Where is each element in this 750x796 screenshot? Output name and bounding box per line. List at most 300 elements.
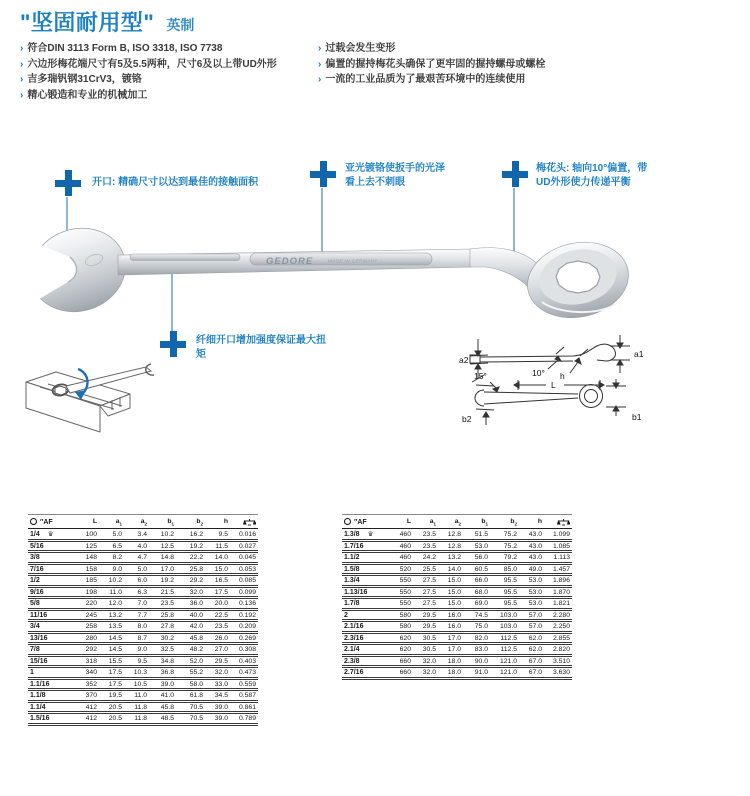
table-row: [28, 552, 258, 564]
value-cell: 4.7: [137, 554, 147, 561]
size-cell: 5/16: [30, 542, 44, 550]
value-cell: 27.8: [160, 623, 174, 630]
value-cell: 67.0: [528, 669, 542, 676]
value-cell: 2.250: [552, 623, 570, 630]
value-cell: 1.113: [553, 554, 570, 561]
size-cell: 1/4 ♛: [30, 531, 54, 538]
value-cell: 75.0: [474, 623, 488, 630]
value-cell: 1.085: [552, 542, 570, 550]
ring-icon: [344, 518, 351, 525]
crown-icon: ♛: [367, 531, 374, 538]
size-cell: 7/16: [30, 565, 44, 573]
value-cell: 14.0: [214, 554, 228, 561]
table-header-row: [28, 515, 258, 529]
table-row: [342, 632, 572, 644]
size-cell: 1.7/8: [344, 600, 360, 607]
plus-marker-icon: [502, 161, 528, 187]
value-cell: 2.280: [552, 611, 570, 619]
value-cell: 100: [85, 530, 97, 538]
value-cell: 43.0: [528, 530, 542, 538]
wrench-photo: [26, 224, 644, 320]
value-cell: 112.5: [500, 634, 517, 642]
value-cell: 75.2: [503, 542, 517, 550]
value-cell: 0.789: [238, 715, 256, 722]
feature-list-left: [20, 41, 312, 103]
page-subtitle: 英制: [166, 17, 195, 33]
value-cell: 91.0: [474, 669, 488, 676]
value-cell: 32.0: [422, 657, 436, 665]
ring-12point-hole: [556, 261, 600, 293]
value-cell: 8.0: [137, 623, 147, 630]
value-cell: 75.2: [503, 530, 517, 538]
value-cell: 95.5: [503, 600, 517, 607]
label-a1: a1: [634, 349, 644, 359]
size-cell: 3/8: [30, 554, 40, 561]
size-cell: 15/16: [30, 657, 48, 665]
value-cell: 198: [85, 588, 97, 596]
col-L: L: [406, 517, 411, 525]
feature-list-right: [318, 41, 748, 88]
value-cell: 550: [399, 600, 411, 607]
value-cell: 148: [85, 554, 97, 561]
value-cell: 16.0: [447, 611, 461, 619]
value-cell: 15.0: [447, 600, 461, 607]
value-cell: 39.0: [214, 703, 228, 711]
feature-text: 六边形梅花端尺寸有5及5.5两种，尺寸6及以上带UD外形: [27, 58, 277, 70]
value-cell: 121.0: [499, 669, 517, 676]
table-row: [342, 586, 572, 598]
value-cell: 16.2: [189, 530, 203, 538]
size-cell: 2: [344, 611, 348, 619]
value-cell: 158: [85, 565, 97, 573]
value-cell: 20.5: [108, 715, 122, 722]
value-cell: 34.8: [160, 657, 174, 665]
value-cell: 3.630: [552, 669, 570, 676]
value-cell: 27.5: [422, 600, 436, 607]
size-cell: 3/4: [30, 623, 40, 630]
value-cell: 53.0: [474, 542, 488, 550]
value-cell: 74.5: [474, 611, 488, 619]
spec-table-right: [342, 514, 572, 680]
value-cell: 520: [399, 565, 411, 573]
size-cell: 1: [30, 669, 34, 676]
value-cell: 11.5: [215, 542, 228, 550]
value-cell: 70.5: [189, 703, 203, 711]
feature-item: [20, 57, 312, 73]
value-cell: 25.8: [189, 565, 203, 573]
value-cell: 23.5: [214, 623, 228, 630]
value-cell: 19.5: [108, 692, 122, 699]
value-cell: 9.5: [218, 530, 228, 538]
size-cell: 2.3/8: [344, 657, 360, 665]
table-row: [342, 644, 572, 656]
value-cell: 48.2: [189, 646, 203, 653]
value-cell: 43.0: [528, 554, 542, 561]
value-cell: 11.8: [134, 703, 147, 711]
value-cell: 23.5: [160, 600, 174, 607]
callout-matte-chrome: 亚光镀铬使扳手的光泽看上去不刺眼: [345, 163, 445, 188]
value-cell: 11.0: [134, 692, 147, 699]
value-cell: 58.0: [189, 680, 203, 688]
value-cell: 580: [399, 611, 411, 619]
value-cell: 4.0: [137, 542, 147, 550]
size-cell: 1.5/16: [30, 715, 50, 722]
value-cell: 27.5: [422, 577, 436, 584]
value-cell: 9.0: [137, 646, 147, 653]
value-cell: 5.0: [137, 565, 147, 573]
value-cell: 66.0: [474, 577, 488, 584]
value-cell: 460: [399, 542, 411, 550]
table-row: [342, 621, 572, 633]
label-h: h: [560, 371, 565, 381]
value-cell: 2.820: [552, 646, 570, 653]
value-cell: 20.5: [108, 703, 122, 711]
size-cell: 1.5/8: [344, 565, 360, 573]
col-h: h: [223, 517, 228, 525]
value-cell: 0.269: [238, 634, 256, 642]
value-cell: 51.5: [474, 530, 488, 538]
value-cell: 49.0: [528, 565, 542, 573]
size-cell: 1.1/4: [30, 703, 46, 711]
table-row: [28, 667, 258, 679]
value-cell: 14.5: [108, 634, 122, 642]
col-b2: $b_2$: [510, 517, 517, 526]
value-cell: 0.861: [238, 703, 256, 711]
value-cell: 53.0: [528, 600, 542, 607]
value-cell: 370: [85, 692, 97, 699]
table-row: [342, 552, 572, 564]
value-cell: 1.896: [552, 577, 570, 584]
table-header-row: [342, 515, 572, 529]
value-cell: 660: [399, 669, 411, 676]
value-cell: 9.0: [112, 565, 122, 573]
brand-engraving: GEDORE: [266, 256, 314, 267]
size-cell: 1.7/16: [344, 542, 364, 550]
value-cell: 13.2: [447, 554, 461, 561]
value-cell: 185: [85, 577, 97, 584]
value-cell: 0.192: [238, 611, 256, 619]
value-cell: 112.5: [500, 646, 517, 653]
value-cell: 0.099: [238, 588, 256, 596]
plus-marker-icon: [55, 170, 81, 196]
clamp-illustration: [12, 360, 162, 440]
value-cell: 85.0: [503, 565, 517, 573]
size-cell: 13/16: [30, 634, 48, 642]
value-cell: 19.2: [189, 542, 203, 550]
value-cell: 460: [399, 554, 411, 561]
col-L: L: [92, 517, 97, 525]
value-cell: 12.8: [447, 530, 461, 538]
spec-table-left: [28, 514, 258, 726]
value-cell: 53.0: [528, 577, 542, 584]
table-row: [342, 540, 572, 552]
plus-marker-icon: [310, 161, 336, 187]
value-cell: 3.510: [552, 657, 570, 665]
value-cell: 13.2: [108, 611, 122, 619]
feature-item: [20, 88, 312, 104]
value-cell: 412: [85, 715, 97, 722]
value-cell: 34.5: [214, 692, 228, 699]
crown-icon: ♛: [47, 531, 54, 538]
value-cell: 60.5: [474, 565, 488, 573]
af-header: ″AF: [28, 515, 74, 529]
ring-icon: [30, 518, 37, 525]
value-cell: 292: [85, 646, 97, 653]
label-L: L: [551, 380, 556, 390]
value-cell: 2.855: [552, 634, 570, 642]
table-row: [28, 529, 258, 541]
value-cell: 29.5: [422, 623, 436, 630]
bullet-arrow-icon: ›: [20, 58, 24, 70]
value-cell: 8.2: [112, 554, 122, 561]
value-cell: 83.0: [474, 646, 488, 653]
value-cell: 32.5: [160, 646, 174, 653]
value-cell: 21.5: [160, 588, 174, 596]
callout-slim-jaw: 纤细开口增加强度保证最大扭矩: [196, 335, 326, 360]
value-cell: 9.5: [137, 657, 147, 665]
value-cell: 29.5: [422, 611, 436, 619]
value-cell: 280: [85, 634, 97, 642]
value-cell: 25.8: [160, 611, 174, 619]
value-cell: 69.0: [474, 600, 488, 607]
value-cell: 220: [85, 600, 97, 607]
feature-text: 吉多瑞钒钢31CrV3，镀铬: [27, 74, 142, 85]
value-cell: 62.0: [528, 634, 542, 642]
value-cell: 5.0: [112, 530, 122, 538]
value-cell: 0.209: [238, 623, 256, 630]
table-row: [28, 690, 258, 702]
col-b2: $b_2$: [196, 517, 203, 526]
value-cell: 30.5: [422, 646, 436, 653]
value-cell: 62.0: [528, 646, 542, 653]
table-row: [28, 701, 258, 713]
table-row: [342, 529, 572, 541]
value-cell: 70.5: [189, 715, 203, 722]
feature-text: 精心锻造和专业的机械加工: [27, 89, 148, 101]
size-cell: 1.1/2: [344, 554, 360, 561]
value-cell: 15.0: [447, 577, 461, 584]
table-row: [28, 575, 258, 587]
value-cell: 90.0: [474, 657, 488, 665]
scale-icon: [243, 518, 256, 526]
value-cell: 10.3: [133, 669, 147, 676]
scale-icon: [557, 518, 570, 526]
value-cell: 1.099: [552, 530, 570, 538]
value-cell: 40.0: [189, 611, 203, 619]
value-cell: 29.5: [214, 657, 228, 665]
size-cell: 1.3/4: [344, 577, 360, 584]
value-cell: 12.5: [160, 542, 174, 550]
value-cell: 45.8: [189, 634, 203, 642]
af-header: ″AF: [342, 515, 388, 529]
value-cell: 56.0: [474, 554, 488, 561]
value-cell: 17.5: [108, 680, 122, 688]
value-cell: 45.8: [160, 703, 174, 711]
value-cell: 460: [399, 530, 411, 538]
table-row: [342, 563, 572, 575]
value-cell: 0.308: [238, 646, 256, 653]
col-a2: $a_2$: [454, 517, 461, 526]
label-b1: b1: [632, 412, 642, 422]
table-row: [28, 678, 258, 690]
value-cell: 620: [399, 646, 411, 653]
value-cell: 15.5: [108, 657, 122, 665]
feature-item: [20, 41, 312, 57]
size-cell: 2.3/16: [344, 634, 364, 642]
value-cell: 14.5: [108, 646, 122, 653]
value-cell: 79.2: [503, 554, 517, 561]
value-cell: 25.5: [422, 565, 436, 573]
value-cell: 550: [399, 577, 411, 584]
value-cell: 6.0: [137, 577, 147, 584]
table-row: [28, 563, 258, 575]
page-title: "坚固耐用型": [20, 10, 155, 35]
value-cell: 0.587: [238, 692, 256, 699]
table-row: [28, 713, 258, 725]
table-row: [342, 575, 572, 587]
value-cell: 14.0: [447, 565, 461, 573]
value-cell: 17.0: [160, 565, 174, 573]
value-cell: 95.5: [503, 588, 517, 596]
value-cell: 32.0: [189, 588, 203, 596]
feature-item: [318, 57, 748, 73]
value-cell: 20.0: [214, 600, 228, 607]
value-cell: 15.0: [214, 565, 228, 573]
feature-item: [20, 72, 312, 88]
value-cell: 3.4: [137, 530, 147, 538]
table-row: [342, 609, 572, 621]
value-cell: 17.5: [214, 588, 228, 596]
value-cell: 10.2: [160, 530, 174, 538]
table-row: [28, 632, 258, 644]
value-cell: 29.2: [189, 577, 203, 584]
dimension-diagram: [458, 330, 653, 432]
value-cell: 0.016: [238, 530, 256, 538]
value-cell: 0.045: [238, 554, 256, 561]
bullet-arrow-icon: ›: [20, 43, 24, 54]
feature-text: 偏置的握持梅花头确保了更牢固的握持螺母或螺栓: [325, 58, 546, 70]
value-cell: 1.457: [552, 565, 570, 573]
table-row: [28, 598, 258, 610]
col-b1: $b_1$: [167, 517, 174, 526]
value-cell: 16.0: [447, 623, 461, 630]
value-cell: 57.0: [528, 623, 542, 630]
value-cell: 11.0: [109, 588, 122, 596]
bullet-arrow-icon: ›: [20, 74, 24, 85]
value-cell: 1.821: [552, 600, 570, 607]
bullet-arrow-icon: ›: [318, 74, 322, 85]
feature-text: 过载会发生变形: [325, 43, 396, 54]
size-cell: 2.1/4: [344, 646, 360, 653]
value-cell: 0.559: [238, 680, 256, 688]
value-cell: 42.0: [189, 623, 203, 630]
value-cell: 61.8: [189, 692, 203, 699]
page-header: [20, 6, 194, 37]
size-cell: 9/16: [30, 588, 44, 596]
table-row: [28, 609, 258, 621]
table-row: [342, 598, 572, 610]
value-cell: 7.0: [137, 600, 147, 607]
bullet-arrow-icon: ›: [318, 43, 322, 54]
weight-header: [544, 515, 572, 529]
value-cell: 103.0: [499, 611, 517, 619]
size-cell: 5/8: [30, 600, 40, 607]
value-cell: 18.0: [447, 669, 461, 676]
size-cell: 2.1/16: [344, 623, 364, 630]
size-cell: 2.7/16: [344, 669, 364, 676]
value-cell: 27.0: [214, 646, 228, 653]
value-cell: 82.0: [474, 634, 488, 642]
table-row: [28, 540, 258, 552]
col-b1: $b_1$: [481, 517, 488, 526]
value-cell: 6.5: [112, 542, 122, 550]
value-cell: 258: [85, 623, 97, 630]
value-cell: 18.0: [447, 657, 461, 665]
value-cell: 95.5: [503, 577, 517, 584]
value-cell: 0.085: [238, 577, 256, 584]
feature-item: [318, 41, 748, 57]
value-cell: 412: [85, 703, 97, 711]
value-cell: 36.0: [189, 600, 203, 607]
value-cell: 16.5: [214, 577, 228, 584]
label-a2: a2: [459, 355, 469, 365]
size-cell: 1.13/16: [344, 588, 368, 596]
value-cell: 12.8: [447, 542, 461, 550]
value-cell: 0.403: [238, 657, 256, 665]
feature-item: [318, 72, 748, 88]
table-row: [342, 667, 572, 679]
label-10deg: 10°: [532, 368, 545, 378]
value-cell: 41.0: [160, 692, 174, 699]
table-row: [28, 586, 258, 598]
value-cell: 13.5: [108, 623, 122, 630]
value-cell: 19.2: [160, 577, 174, 584]
value-cell: 22.2: [189, 554, 203, 561]
feature-text: 符合DIN 3113 Form B, ISO 3318, ISO 7738: [27, 43, 223, 54]
bullet-arrow-icon: ›: [318, 58, 322, 70]
value-cell: 0.136: [238, 600, 256, 607]
value-cell: 23.5: [422, 542, 436, 550]
value-cell: 67.0: [528, 657, 542, 665]
value-cell: 318: [85, 657, 97, 665]
value-cell: 10.5: [133, 680, 147, 688]
value-cell: 32.0: [214, 669, 228, 676]
value-cell: 7.7: [137, 611, 147, 619]
value-cell: 30.5: [422, 634, 436, 642]
value-cell: 11.8: [134, 715, 147, 722]
value-cell: 39.0: [160, 680, 174, 688]
size-cell: 1.1/8: [30, 692, 46, 699]
value-cell: 14.8: [160, 554, 174, 561]
size-cell: 1.1/16: [30, 680, 50, 688]
value-cell: 23.5: [422, 530, 436, 538]
value-cell: 17.0: [447, 646, 461, 653]
plus-marker-icon: [160, 331, 186, 357]
feature-text: 一流的工业品质为了最艰苦环境中的连续使用: [325, 74, 526, 85]
value-cell: 17.5: [108, 669, 122, 676]
col-a2: $a_2$: [140, 517, 147, 526]
table-row: [28, 655, 258, 667]
value-cell: 125: [85, 542, 97, 550]
value-cell: 52.0: [189, 657, 203, 665]
table-row: [342, 655, 572, 667]
value-cell: 55.2: [189, 669, 203, 676]
table-row: [28, 621, 258, 633]
value-cell: 10.2: [108, 577, 122, 584]
value-cell: 0.473: [238, 669, 256, 676]
size-cell: 7/8: [30, 646, 40, 653]
label-b2: b2: [462, 414, 472, 424]
